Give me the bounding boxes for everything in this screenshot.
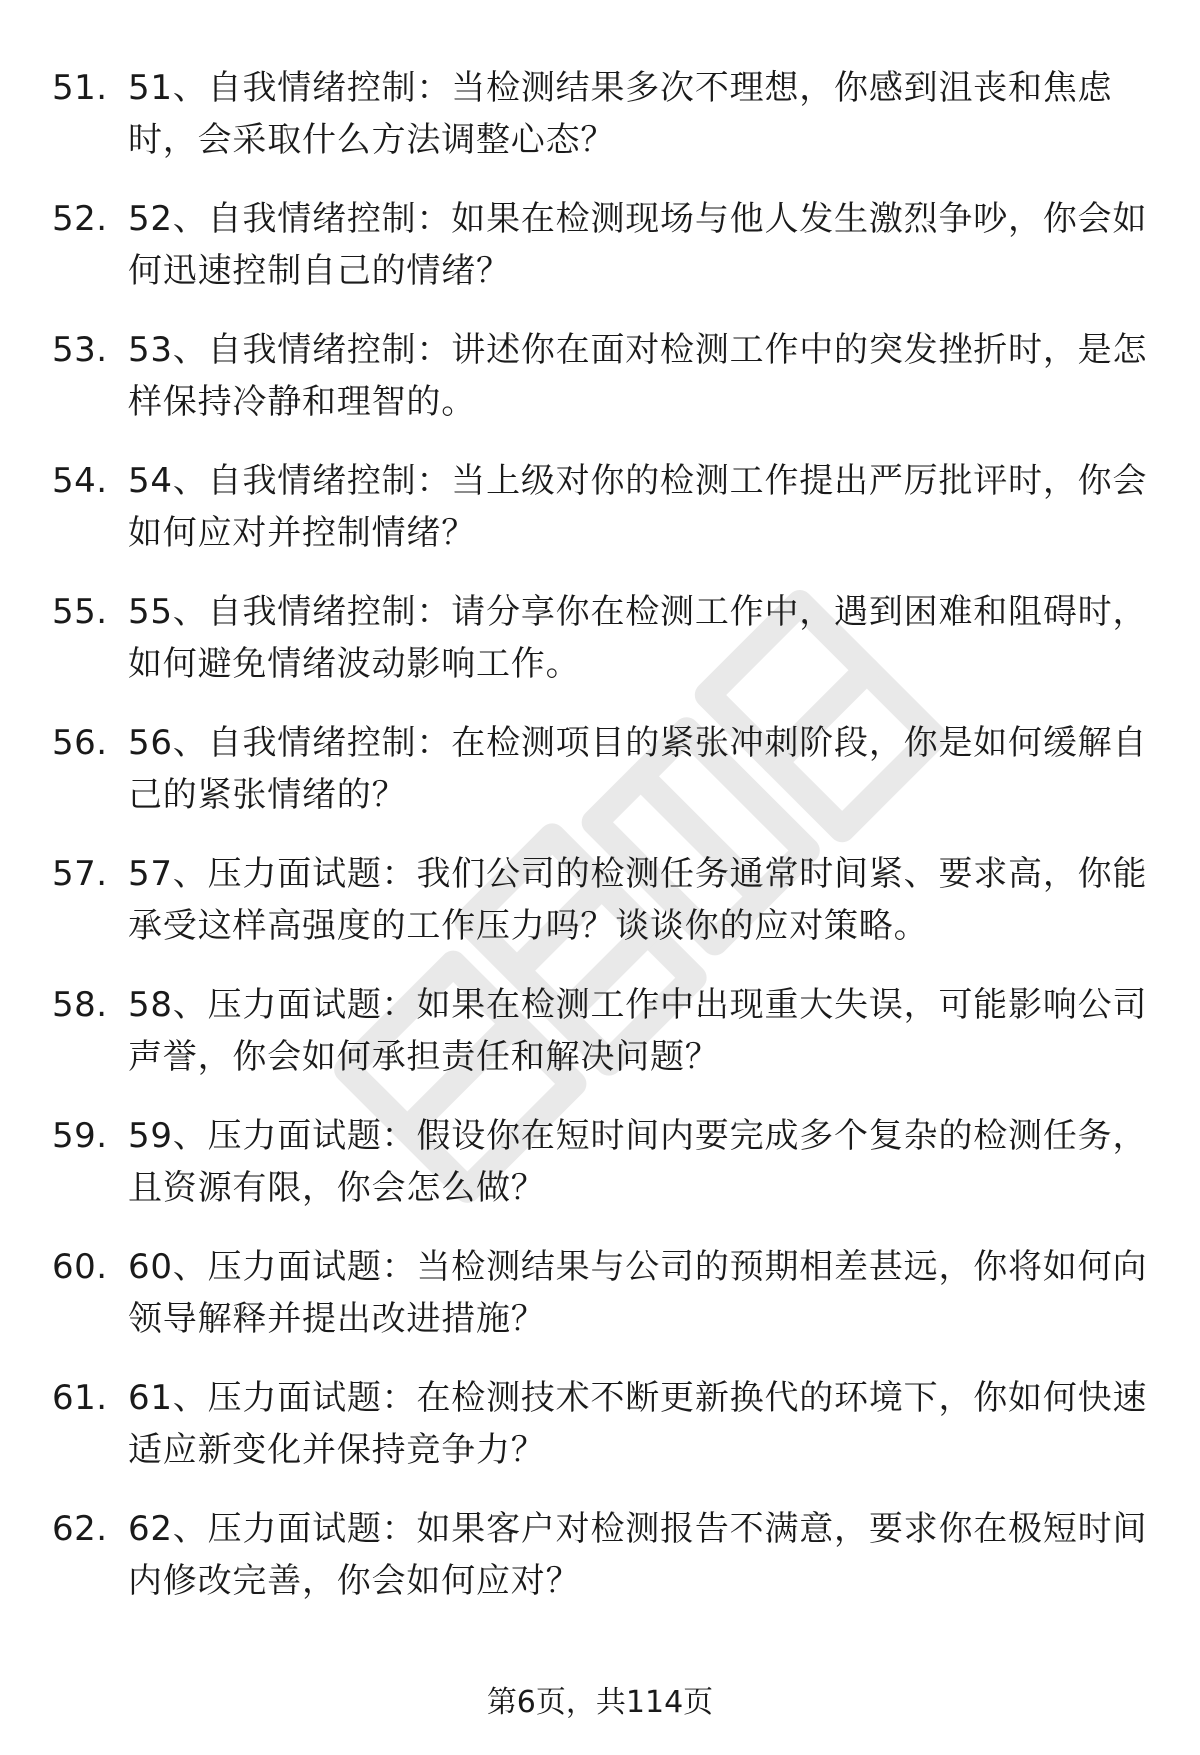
question-list — [0, 62, 1200, 1634]
question-text: 60、压力面试题：当检测结果与公司的预期相差甚远，你将如何向领导解释并提出改进措施？ — [128, 1247, 1148, 1339]
question-number: 60. — [52, 1247, 108, 1287]
question-number: 61. — [52, 1378, 108, 1418]
question-text: 62、压力面试题：如果客户对检测报告不满意，要求你在极短时间内修改完善，你会如何应对？ — [128, 1509, 1148, 1601]
question-text: 56、自我情绪控制：在检测项目的紧张冲刺阶段，你是如何缓解自己的紧张情绪的？ — [128, 723, 1148, 815]
question-item — [0, 62, 1200, 193]
question-text: 55、自我情绪控制：请分享你在检测工作中，遇到困难和阻碍时，如何避免情绪波动影响工作。 — [128, 592, 1148, 684]
question-item — [0, 1503, 1200, 1634]
question-number: 57. — [52, 854, 108, 894]
question-text: 58、压力面试题：如果在检测工作中出现重大失误，可能影响公司声誉，你会如何承担责任和解决问题？ — [128, 985, 1148, 1077]
question-number: 53. — [52, 330, 108, 370]
question-number: 59. — [52, 1116, 108, 1156]
question-item — [0, 324, 1200, 455]
question-text: 61、压力面试题：在检测技术不断更新换代的环境下，你如何快速适应新变化并保持竞争力？ — [128, 1378, 1148, 1470]
question-text: 51、自我情绪控制：当检测结果多次不理想，你感到沮丧和焦虑时，会采取什么方法调整心态？ — [128, 68, 1113, 160]
question-item — [0, 979, 1200, 1110]
question-number: 56. — [52, 723, 108, 763]
question-item — [0, 1372, 1200, 1503]
question-item — [0, 586, 1200, 717]
question-item — [0, 1241, 1200, 1372]
question-text: 54、自我情绪控制：当上级对你的检测工作提出严厉批评时，你会如何应对并控制情绪？ — [128, 461, 1148, 553]
question-number: 52. — [52, 199, 108, 239]
question-item — [0, 455, 1200, 586]
page-footer: 第6页，共114页 — [486, 1685, 714, 1720]
question-item — [0, 717, 1200, 848]
question-number: 54. — [52, 461, 108, 501]
question-number: 58. — [52, 985, 108, 1025]
question-item — [0, 1110, 1200, 1241]
question-number: 51. — [52, 68, 108, 108]
question-number: 55. — [52, 592, 108, 632]
question-item — [0, 193, 1200, 324]
question-number: 62. — [52, 1509, 108, 1549]
question-text: 52、自我情绪控制：如果在检测现场与他人发生激烈争吵，你会如何迅速控制自己的情绪？ — [128, 199, 1148, 291]
question-item — [0, 848, 1200, 979]
question-text: 59、压力面试题：假设你在短时间内要完成多个复杂的检测任务，且资源有限，你会怎么做？ — [128, 1116, 1148, 1208]
question-text: 57、压力面试题：我们公司的检测任务通常时间紧、要求高，你能承受这样高强度的工作压力吗？谈谈你的应对策略。 — [128, 854, 1148, 946]
question-text: 53、自我情绪控制：讲述你在面对检测工作中的突发挫折时，是怎样保持冷静和理智的。 — [128, 330, 1148, 422]
